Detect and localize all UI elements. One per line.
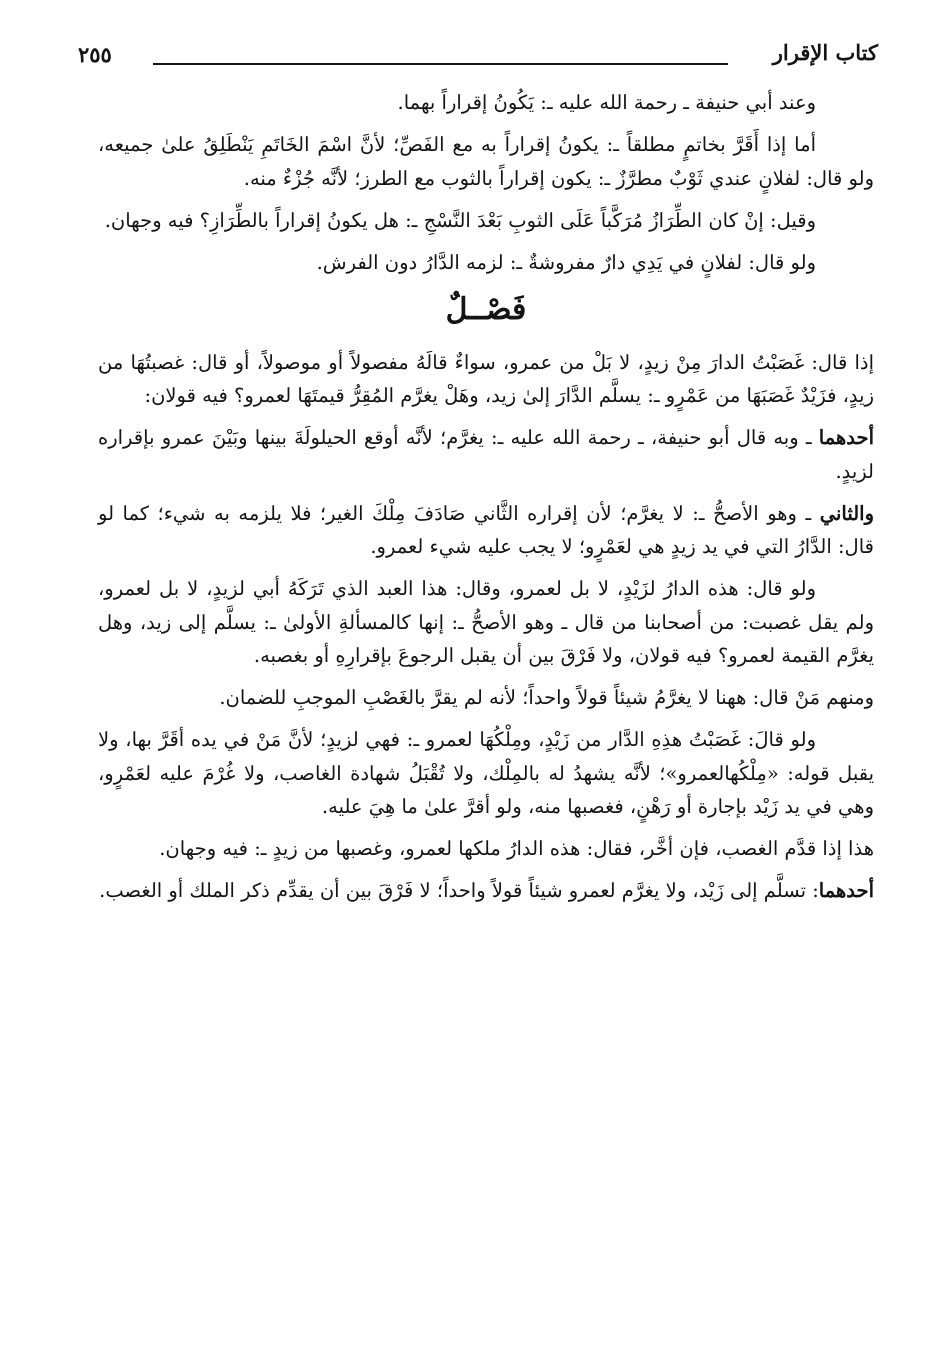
paragraph-lead: أحدهما [818,426,874,449]
page-header [78,40,878,74]
paragraph [98,874,874,908]
paragraph: ولو قال: هذه الدارُ لزَيْدٍ، لا بل لعمرو، وقال: هذا العبد الذي تَرَكَهُ أبي لزيدٍ، لا بل لعمرو، ولم يقل غصبت: من أصحابنا من قال ـ وهو الأصحُّ ـ: إنها كالمسألةِ الأولىٰ ـ: يسلَّم إلى زيد، وهل يغرَّم القيمة لعمرو؟ فيه قولان، ولا فَرْقَ بين أن يقبل الرجوعَ بإقرارِهِ أو بغصبه. [98,577,874,667]
paragraph: هذا إذا قدَّم الغصب، فإن أخَّر، فقال: هذه الدارُ ملكها لعمرو، وغصبها من زيدٍ ـ: فيه وجهان. [159,837,874,860]
page-number: ٢٥٥ [78,42,112,67]
paragraph: ومنهم مَنْ قال: ههنا لا يغرَّمُ شيئاً قولاً واحداً؛ لأنه لم يقرَّ بالغَصْبِ الموجبِ للضمان. [219,686,874,709]
paragraph-text: ـ وبه قال أبو حنيفة، ـ رحمة الله عليه ـ: يغرَّم؛ لأنَّه أوقع الحيلولَةَ بينها وبَيْنَ عمرو بإقراره لزيدٍ. [98,426,874,483]
paragraph: ولو قالَ: غَصَبْتُ هذِهِ الدَّار من زَيْدٍ، ومِلْكُهَا لعمرو ـ: فهي لزيدٍ؛ لأنَّ مَنْ في يده أقَرَّ بها، ولا يقبل قوله: «مِلْكُهالعمرو»؛ لأنَّه يشهدُ له بالمِلْك، ولا تُقْبَلُ شهادة الغاصب، ولا غُرْمَ عليه لعَمْرٍو، وهي في يد زَيْد بإجارة أو رَهْنٍ، فغصبها منه، ولو أقرَّ علىٰ ما هِيَ عليه. [98,728,874,818]
header-rule [153,63,728,65]
paragraph-lead: أحدهما [818,879,874,902]
paragraph-text: ـ وهو الأصحُّ ـ: لا يغرَّم؛ لأن إقراره الثَّاني صَادَفَ مِلْكَ الغير؛ فلا يلزمه به شيء؛ كما لو قال: الدَّارُ التي في يد زيدٍ هي لعَمْرٍو؛ لا يجب عليه شيء لعمرو. [98,501,874,558]
paragraph: ولو قال: لفلانٍ في يَدِي دارٌ مفروشةٌ ـ: لزمه الدَّارُ دون الفرش. [316,250,816,274]
running-title: كتاب الإقرار [772,40,878,65]
page-body [98,86,874,916]
paragraph [98,421,874,488]
paragraph-lead: والثاني [819,501,874,525]
paragraph: وعند أبي حنيفة ـ رحمة الله عليه ـ: يَكُونُ إقراراً بهما. [397,91,816,114]
paragraph: إذا قال: غَصَبْتُ الدارَ مِنْ زيدٍ، لا بَلْ من عمرو، سواءٌ قالَهُ مفصولاً أو موصولاً، أو قال: غصبتُهَا من زيدٍ، فزَيْدٌ غَصَبَهَا من عَمْرٍو ـ: يسلَّم الدَّارَ إلىٰ زيد، وهَلْ يغرَّم المُقِرُّ قيمتَهَا لعمرو؟ فيه قولان: [98,350,874,407]
section-heading: فَصْــلٌ [445,291,527,327]
paragraph: أما إذا أَقَرَّ بخاتمٍ مطلقاً ـ: يكونُ إقراراً به مع الفَصِّ؛ لأنَّ اسْمَ الخَاتَمِ يَنْطَلِقُ علىٰ جميعه، ولو قال: لفلانٍ عندي ثَوْبٌ مطرَّزٌ ـ: يكون إقراراً بالثوب مع الطرز؛ لأنَّه جُزْءٌ منه. [98,133,874,190]
paragraph [98,497,874,564]
paragraph-text: : تسلَّم إلى زَيْد، ولا يغرَّم لعمرو شيئاً قولاً واحداً؛ لا فَرْقَ بين أن يقدِّم ذكر الملك أو الغصب. [99,879,819,902]
paragraph: وقيل: إنْ كان الطِّرَازُ مُرَكَّباً عَلَى الثوبِ بَعْدَ النَّسْجِ ـ: هل يكونُ إقراراً بالطِّرَازِ؟ فيه وجهان. [104,208,816,232]
